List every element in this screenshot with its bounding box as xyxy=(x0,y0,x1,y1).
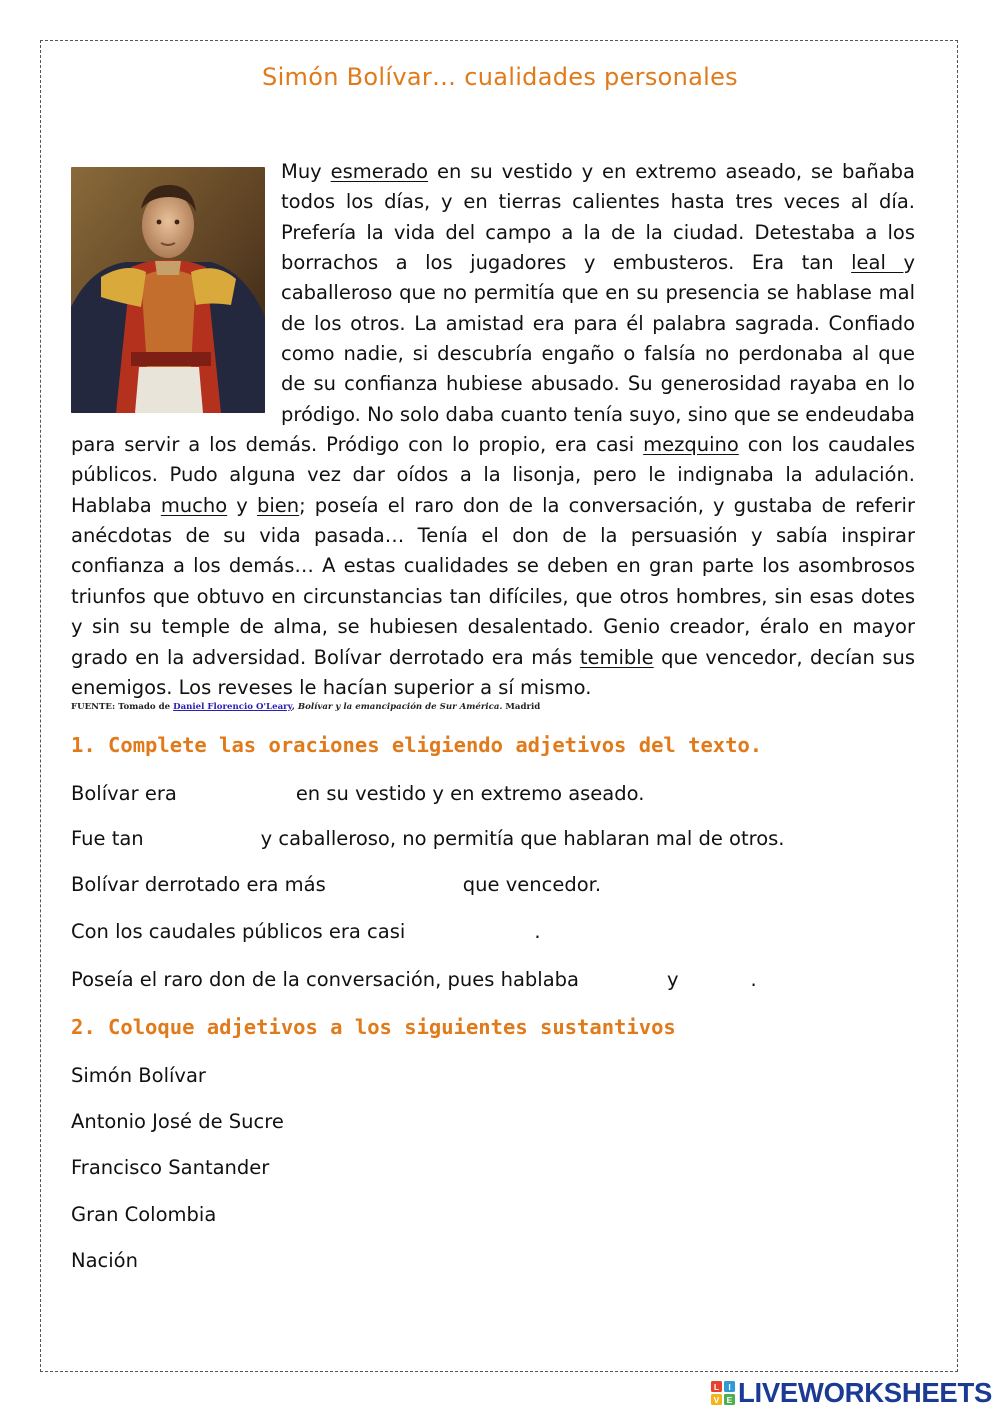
noun-item: Simón Bolívar xyxy=(71,1064,206,1087)
noun-item: Francisco Santander xyxy=(71,1156,270,1179)
passage-text: ; poseía el raro don de la conversación, y gustaba de referir anécdotas de su vida pasada… Tenía el don de la persuasión y sabía inspirar confianza a los demás… A estas cualidades se deben en gran parte los asombrosos triunfos que obtuvo en circunstancias tan difíciles, que otros hombres, sin esas dotes y sin su temple de alma, se hubiesen desalentado. Genio creador, éralo en mayor grado en la adversidad. Bolívar derrotado era más xyxy=(71,493,915,669)
passage-text: y xyxy=(227,493,257,517)
liveworksheets-wordmark: LIVEWORKSHEETS xyxy=(737,1377,992,1408)
sentence-3: Bolívar derrotado era más que vencedor. xyxy=(71,873,602,896)
liveworksheets-logo-icon xyxy=(711,1381,735,1405)
exercise-2-heading: 2. Coloque adjetivos a los siguientes sustantivos xyxy=(71,1015,676,1039)
svg-text:I: I xyxy=(728,1381,731,1392)
author-link[interactable]: Daniel Florencio O'Leary xyxy=(173,702,292,712)
passage-text: y caballeroso que no permitía que en su presencia se hablase mal de los otros. La amistad era para él palabra sagrada. Confiado como nadie, si descubría engaño o falsía no perdonaba al que de su confianza hubiese abusado. Su generosidad rayaba en lo pródigo. No solo daba cuanto tenía suyo, sino que se endeudaba para servir a los demás. Pródigo con lo propio, era casi xyxy=(71,251,915,457)
exercise-1-heading: 1. Complete las oraciones eligiendo adjetivos del texto. xyxy=(71,733,763,757)
underlined-word-leal: leal xyxy=(851,251,904,275)
noun-item: Antonio José de Sucre xyxy=(71,1110,284,1133)
underlined-word-mucho: mucho xyxy=(160,493,228,517)
worksheet-title: Simón Bolívar… cualidades personales xyxy=(262,63,738,91)
underlined-word-bien: bien xyxy=(256,493,300,517)
reading-passage xyxy=(71,157,915,703)
svg-text:E: E xyxy=(726,1394,733,1405)
svg-text:L: L xyxy=(713,1381,720,1392)
bolivar-portrait xyxy=(71,167,265,413)
passage-text: en su vestido y en extremo aseado, se bañaba todos los días, y en tierras calientes hasta tres veces al día. Prefería la vida del campo a la de la ciudad. Detestaba a los borrachos a los jugadores y embusteros. Era tan xyxy=(281,160,915,275)
sentence-5: Poseía el raro don de la conversación, pues hablaba y . xyxy=(71,968,757,991)
book-title: Bolívar y la emancipación de Sur América. xyxy=(297,702,503,712)
svg-text:V: V xyxy=(713,1394,720,1405)
underlined-word-esmerado: esmerado xyxy=(330,160,429,183)
sentence-2: Fue tan y caballeroso, no permitía que hablaran mal de otros. xyxy=(71,827,785,850)
underlined-word-temible: temible xyxy=(579,645,654,669)
sentence-1: Bolívar era en su vestido y en extremo aseado. xyxy=(71,782,645,805)
passage-text: que vencedor, decían sus enemigos. Los reveses le hacían superior a sí mismo. xyxy=(71,645,915,699)
noun-item: Nación xyxy=(71,1249,138,1272)
liveworksheets-logo xyxy=(711,1378,992,1408)
passage-text: Muy xyxy=(281,160,331,183)
source-citation: FUENTE: Tomado de Daniel Florencio O'Leary, Bolívar y la emancipación de Sur América. Madrid xyxy=(71,702,541,712)
passage-text: con los caudales públicos. Pudo alguna vez dar oídos a la lisonja, pero le indignaba la adulación. Hablaba xyxy=(71,433,916,517)
noun-item: Gran Colombia xyxy=(71,1203,217,1226)
underlined-word-mezquino: mezquino xyxy=(643,433,739,457)
sentence-4: Con los caudales públicos era casi . xyxy=(71,920,541,943)
